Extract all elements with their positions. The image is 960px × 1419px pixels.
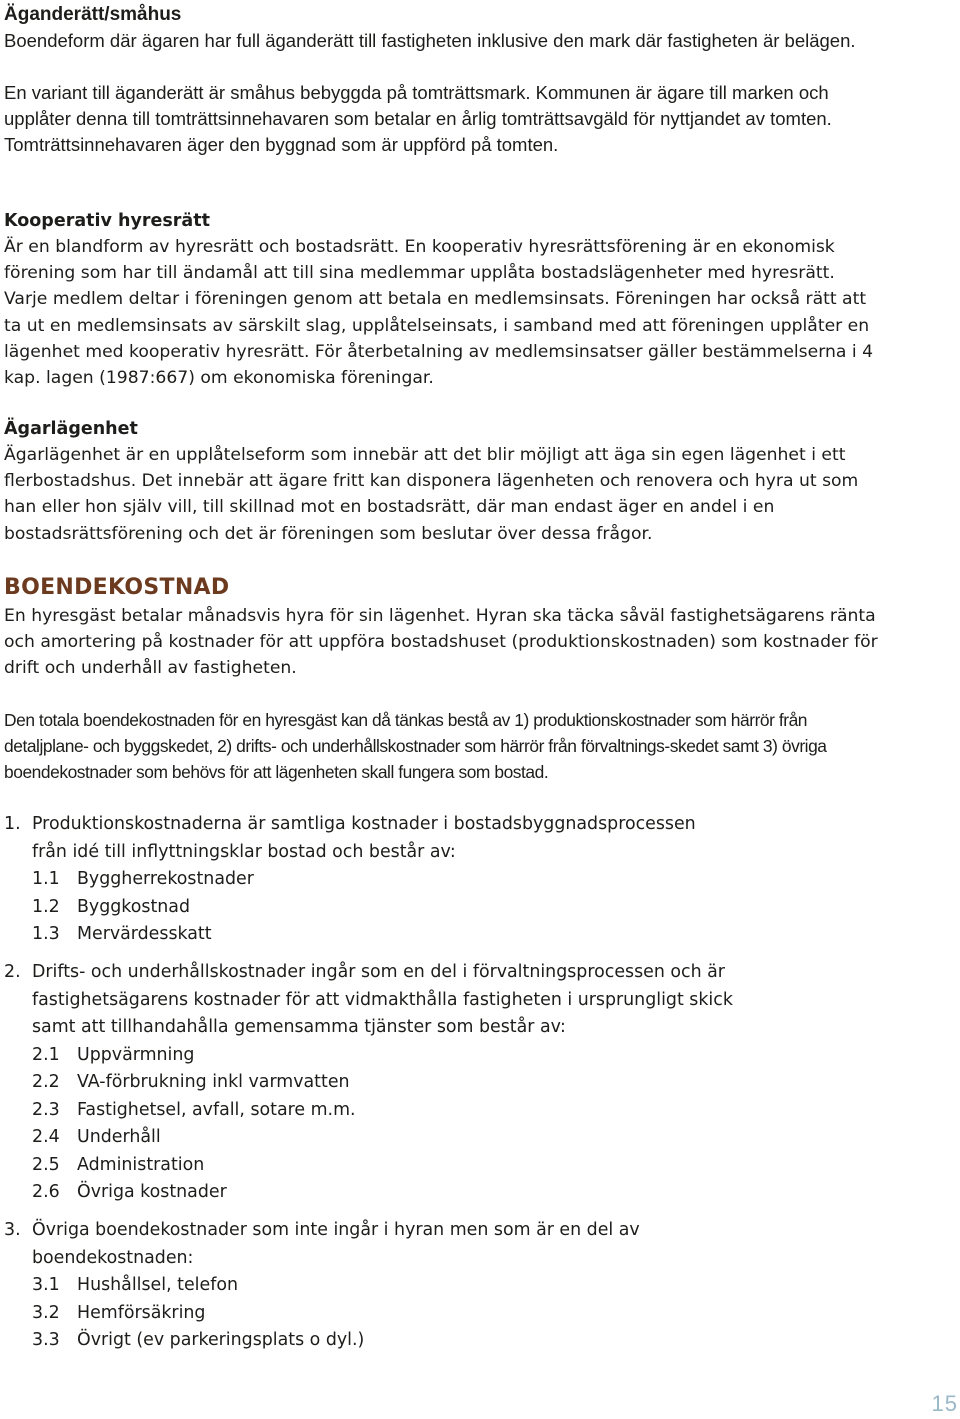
list-text-line: Övriga boendekostnader som inte ingår i hyran men som är en del av [32,1220,640,1240]
paragraph-boendekostnad-hyra: En hyresgäst betalar månadsvis hyra för sin lägenhet. Hyran ska täcka såväl fastighetsägarens ränta och amortering på kostnader för att uppföra bostadshuset (produktionskostnaden) som kostnader för drift och underhåll av fastigheten. [4,606,878,679]
sub-item-label: Övrigt (ev parkeringsplats o dyl.) [77,1330,365,1350]
sub-item-number: 1.3 [32,924,60,944]
sub-item [4,921,904,949]
sub-item-label: Övriga kostnader [77,1182,227,1202]
sub-item-number: 2.1 [32,1044,60,1065]
page-number: 15 [931,1391,958,1416]
heading-kooperativ-hyresratt: Kooperativ hyresrätt [4,211,210,231]
sub-item-number: 2.5 [32,1154,60,1175]
paragraph-aganderatt-definition: Boendeform där ägaren har full äganderätt till fastigheten inklusive den mark där fastigheten är belägen. [4,30,856,51]
list-item-2 [4,959,904,1207]
list-item-1 [4,811,904,949]
list-text-line: fastighetsägarens kostnader för att vidmakthålla fastigheten i ursprungligt skick [32,989,733,1010]
paragraph-boendekostnad-total: Den totala boendekostnaden för en hyresgäst kan då tänkas bestå av 1) produktionskostnader som härrör från detaljplane- och byggskedet, 2) drifts- och underhållskostnader som härrör från förvaltnings-skedet samt 3) övriga boendekostnader som behövs för att lägenheten skall fungera som bostad. [4,710,827,782]
sub-item-label: Hemförsäkring [77,1302,206,1323]
sub-item-label: Byggherrekostnader [77,869,254,889]
sub-item-number: 2.4 [32,1127,60,1147]
sub-item [4,1124,904,1152]
list-item-3 [4,1217,904,1355]
sub-item-number: 2.2 [32,1072,60,1092]
sub-item [4,894,904,922]
list-item-text [4,1217,904,1272]
list-text-line: Produktionskostnaderna är samtliga kostnader i bostadsbyggnadsprocessen [32,814,696,834]
list-text-line: boendekostnaden: [32,1247,194,1268]
paragraph-kooperativ-hyresratt: Är en blandform av hyresrätt och bostadsrätt. En kooperativ hyresrättsförening är en ekonomisk förening som har till ändamål att till sina medlemmar upplåta bostadslägenheter med hyresrätt. Varje medlem deltar i föreningen genom att betala en medlemsinsats. Föreningen har också rätt att ta ut en medlemsinsats av särskilt slag, upplåtelseinsats, i samband med att föreningen upplåter en lägenhet med kooperativ hyresrätt. För återbetalning av medlemsinsatser gäller bestämmelserna i 4 kap. lagen (1987:667) om ekonomiska föreningar. [4,237,874,389]
paragraph-tomtratt: En variant till äganderätt är småhus bebyggda på tomträttsmark. Kommunen är ägare till marken och upplåter denna till tomträttsinnehavaren som betalar en årlig tomträttsavgäld för nyttjandet av tomten. Tomträttsinnehavaren äger den byggnad som är uppförd på tomten. [4,82,832,155]
sub-item-label: Hushållsel, telefon [77,1275,238,1295]
sub-item-number: 3.1 [32,1275,60,1295]
sub-item-number: 2.6 [32,1182,60,1202]
sub-item-label: Fastighetsel, avfall, sotare m.m. [77,1099,356,1120]
sub-item-label: Administration [77,1154,205,1175]
sub-item [4,1327,904,1355]
list-number: 1. [4,814,21,834]
sub-item-label: Underhåll [77,1127,161,1147]
sub-item [4,1097,904,1125]
heading-boendekostnad: BOENDEKOSTNAD [4,575,230,600]
sub-item [4,1179,904,1207]
sub-item-label: Byggkostnad [77,896,190,917]
sub-item-number: 2.3 [32,1099,60,1120]
sub-item [4,1300,904,1328]
list-text-line: från idé till inflyttningsklar bostad och består av: [32,841,456,862]
list-text-line: samt att tillhandahålla gemensamma tjänster som består av: [32,1017,566,1037]
sub-item-number: 1.1 [32,869,60,889]
sub-item [4,866,904,894]
sub-item-label: Uppvärmning [77,1044,195,1065]
list-number: 2. [4,962,21,982]
sub-item-label: VA-förbrukning inkl varmvatten [77,1072,350,1092]
list-item-text [4,811,904,866]
sub-item [4,1152,904,1180]
paragraph-agarlagenhet: Ägarlägenhet är en upplåtelseform som innebär att det blir möjligt att äga sin egen lägenhet i ett flerbostadshus. Det innebär att ägare fritt kan disponera lägenheten och renovera och hyra ut som han eller hon själv vill, till skillnad mot en bostadsrätt, där man endast äger en andel i en bostadsrättsförening och det är föreningen som beslutar över dessa frågor. [4,445,859,544]
sub-item [4,1042,904,1070]
sub-item-number: 3.3 [32,1330,60,1350]
list-number: 3. [4,1220,21,1240]
sub-item-number: 3.2 [32,1302,60,1323]
heading-aganderatt: Äganderätt/småhus [4,4,182,25]
list-item-text [4,959,904,1042]
heading-agarlagenhet: Ägarlägenhet [4,419,138,439]
sub-item-number: 1.2 [32,896,60,917]
sub-item [4,1272,904,1300]
sub-item [4,1069,904,1097]
sub-item-label: Mervärdesskatt [77,924,212,944]
list-text-line: Drifts- och underhållskostnader ingår som en del i förvaltningsprocessen och är [32,962,725,982]
